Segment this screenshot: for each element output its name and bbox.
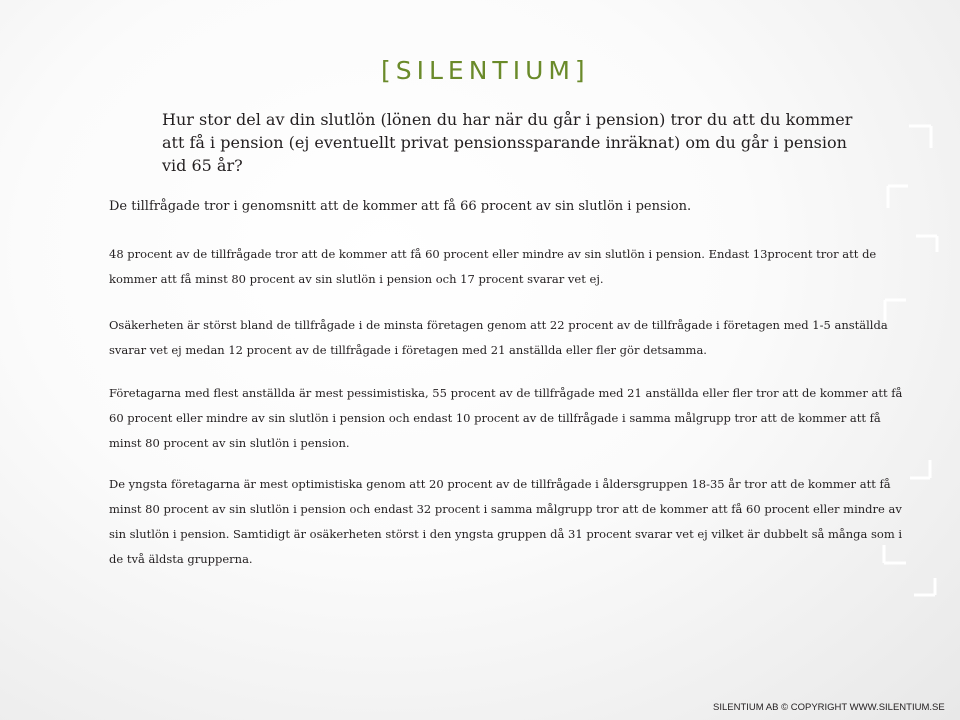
bracket-corner-1 — [909, 126, 931, 148]
bracket-corner-3 — [916, 236, 937, 252]
bracket-corner-4 — [885, 300, 906, 322]
paragraph-3: Företagarna med flest anställda är mest pessimistiska, 55 procent av de tillfrågade med 21 anställda eller fler tror att de kommer att få 60 procent eller mindre av sin slutlön i pension och endast 10 procent av de tillfrågade i samma målgrupp tror att de kommer att få minst 80 procent av sin slutlön i pension. — [109, 386, 903, 450]
summary-text: De tillfrågade tror i genomsnitt att de kommer att få 66 procent av sin slutlön i pension. — [109, 199, 692, 214]
question-line-2: att få i pension (ej eventuellt privat pensionssparande inräknat) om du går i pension vid 65 år? — [162, 133, 847, 175]
bracket-corner-6 — [884, 545, 906, 563]
silentium-logo: [SILENTIUM] — [381, 56, 590, 85]
question-line-1: Hur stor del av din slutlön (lönen du har när du går i pension) tror du att du kommer — [162, 110, 853, 129]
bracket-corner-2 — [888, 186, 908, 208]
paragraph-4: De yngsta företagarna är mest optimistiska genom att 20 procent av de tillfrågade i åldersgruppen 18-35 år tror att de kommer att få minst 80 procent av sin slutlön i pension och endast 32 procent i samma målgrupp tror att de kommer att få 60 procent eller mindre av sin slutlön i pension. Samtidigt är osäkerheten störst i den yngsta gruppen då 31 procent svarar vet ej vilket är dubbelt så många som i de två äldsta grupperna. — [109, 477, 903, 566]
bracket-corner-7 — [914, 578, 935, 595]
copyright-footer: SILENTIUM AB © COPYRIGHT WWW.SILENTIUM.SE — [713, 702, 945, 713]
bracket-corner-5 — [910, 460, 930, 478]
paragraph-1: 48 procent av de tillfrågade tror att de kommer att få 60 procent eller mindre av sin slutlön i pension. Endast 13procent tror att de kommer att få minst 80 procent av sin slutlön i pension och 17 procent svarar vet ej. — [109, 247, 877, 286]
paragraph-2: Osäkerheten är störst bland de tillfrågade i de minsta företagen genom att 22 procent av de tillfrågade i företagen med 1-5 anställda svarar vet ej medan 12 procent av de tillfrågade i företagen med 21 anställda eller fler gör detsamma. — [109, 318, 888, 357]
